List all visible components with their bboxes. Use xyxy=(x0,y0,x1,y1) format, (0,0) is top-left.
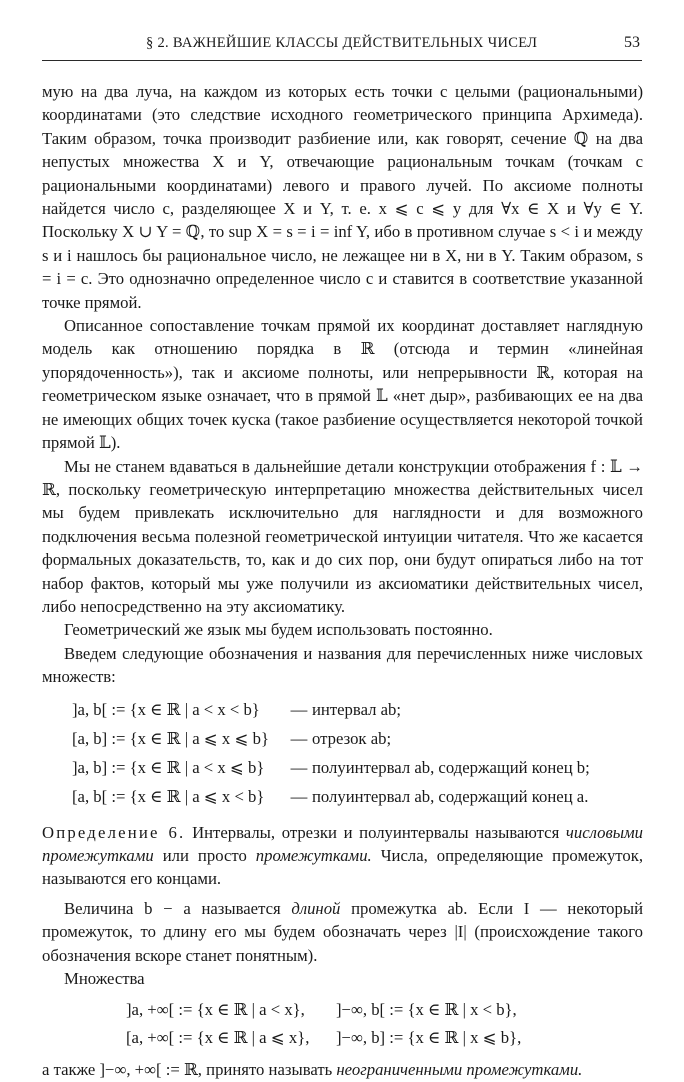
section-title: § 2. ВАЖНЕЙШИЕ КЛАССЫ ДЕЙСТВИТЕЛЬНЫХ ЧИСЕЛ xyxy=(146,35,538,51)
interval-row-half-right xyxy=(72,753,643,782)
definition-text: или просто xyxy=(153,845,256,865)
unbounded-formula: [a, +∞[ := {x ∈ ℝ | a ⩽ x}, xyxy=(126,1028,310,1048)
unbounded-formula: ]−∞, b] := {x ∈ ℝ | x ⩽ b}, xyxy=(336,1028,522,1048)
term-unbounded-intervals: неограниченными промежутками. xyxy=(336,1060,583,1080)
unbounded-formula: ]−∞, b[ := {x ∈ ℝ | x < b}, xyxy=(336,1000,517,1020)
term-numeric-intervals: числовыми промежутками xyxy=(42,822,643,865)
interval-formula: [a, b[ := {x ∈ ℝ | a ⩽ x < b} xyxy=(72,786,265,806)
paragraph-geometric-language: Геометрический же язык мы будем использовать постоянно. xyxy=(64,620,493,640)
interval-definitions xyxy=(72,695,643,811)
interval-name: отрезок ab; xyxy=(312,728,392,748)
paragraph-unbounded xyxy=(42,1058,643,1081)
unbounded-row xyxy=(126,996,643,1024)
definition-text: Числа, определяющие промежуток, называются его концами. xyxy=(42,845,643,889)
interval-name: интервал ab; xyxy=(312,699,402,719)
length-text: Величина b − a называется xyxy=(64,898,292,918)
paragraph-length xyxy=(42,897,643,967)
interval-row-half-left xyxy=(72,782,643,811)
interval-row-open xyxy=(72,695,643,724)
interval-row-closed xyxy=(72,724,643,753)
length-text: промежутка ab. Если I — некоторый промежуток, то длину его мы будем обозначать через |I| (происхождение такого обозначения вскоре станет понятным). xyxy=(42,898,644,965)
interval-dash: — xyxy=(290,699,308,719)
interval-name: полуинтервал ab, содержащий конец a. xyxy=(312,786,589,806)
paragraph-order-model: Описанное сопоставление точкам прямой их координат доставляет наглядную модель как отношению порядка в ℝ (отсюда и термин «линейная упорядоченность»), так и аксиоме полноты, или непрерывности ℝ, которая на геометрическом языке означает, что в прямой 𝕃 «нет дыр», разбивающих ее на два не имеющих общих точек куска (такое разбиение осуществляется некоторой точкой прямой 𝕃). xyxy=(42,316,643,453)
interval-formula: [a, b] := {x ∈ ℝ | a ⩽ x ⩽ b} xyxy=(72,728,269,748)
interval-formula: ]a, b[ := {x ∈ ℝ | a < x < b} xyxy=(72,699,260,719)
page-body xyxy=(42,80,643,1082)
paragraph-continuation: мую на два луча, на каждом из которых есть точки с целыми (рациональными) координатами (это следствие исходного геометрического принципа Архимеда). Таким образом, точка производит разбиение или, как говорят, сечение ℚ на два непустых множества X и Y, отвечающие рациональным точкам (точкам с рациональными координатами) левого и правого лучей. По аксиоме полноты найдется число c, разделяющее X и Y, т. е. x ⩽ c ⩽ y для ∀x ∈ X и ∀y ∈ Y. Поскольку X ∪ Y = ℚ, то sup X = s = i = inf Y, ибо в противном случае s < i и между s и i нашлось бы рациональное число, не лежащее ни в X, ни в Y. Таким образом, s = i = c. Это однозначно определенное число c и ставится в соответствие указанной точке прямой. xyxy=(42,82,643,312)
definition-6 xyxy=(42,821,643,891)
interval-dash: — xyxy=(290,728,308,748)
definition-label: Определение 6. xyxy=(42,822,186,842)
interval-dash: — xyxy=(290,757,308,777)
paragraph-sets: Множества xyxy=(64,969,145,988)
unbounded-definitions xyxy=(126,996,643,1052)
paragraph-notation-intro: Введем следующие обозначения и названия для перечисленных ниже числовых множеств: xyxy=(42,643,643,687)
definition-text: Интервалы, отрезки и полуинтервалы называются xyxy=(185,822,566,842)
term-intervals: промежутками. xyxy=(255,845,372,865)
unbounded-row xyxy=(126,1024,643,1052)
running-header xyxy=(42,33,642,57)
interval-dash: — xyxy=(290,786,308,806)
term-length: длиной xyxy=(291,898,341,918)
header-rule xyxy=(42,60,642,61)
unbounded-text: а также ]−∞, +∞[ := ℝ, принято называть xyxy=(42,1060,337,1080)
unbounded-formula: ]a, +∞[ := {x ∈ ℝ | a < x}, xyxy=(126,1000,305,1020)
page-number: 53 xyxy=(624,34,640,51)
paragraph-mapping: Мы не станем вдаваться в дальнейшие детали конструкции отображения f : 𝕃 → ℝ, поскольку геометрическую интерпретацию множества действительных чисел мы будем привлекать исключительно для наглядности и для возможного подключения весьма полезной геометрической интуиции читателя. Что же касается формальных доказательств, то, как и до сих пор, они будут опираться либо на тот набор фактов, который мы уже получили из аксиоматики действительных чисел, либо непосредственно на эту аксиоматику. xyxy=(42,456,643,616)
interval-name: полуинтервал ab, содержащий конец b; xyxy=(312,757,590,777)
interval-formula: ]a, b] := {x ∈ ℝ | a < x ⩽ b} xyxy=(72,757,265,777)
